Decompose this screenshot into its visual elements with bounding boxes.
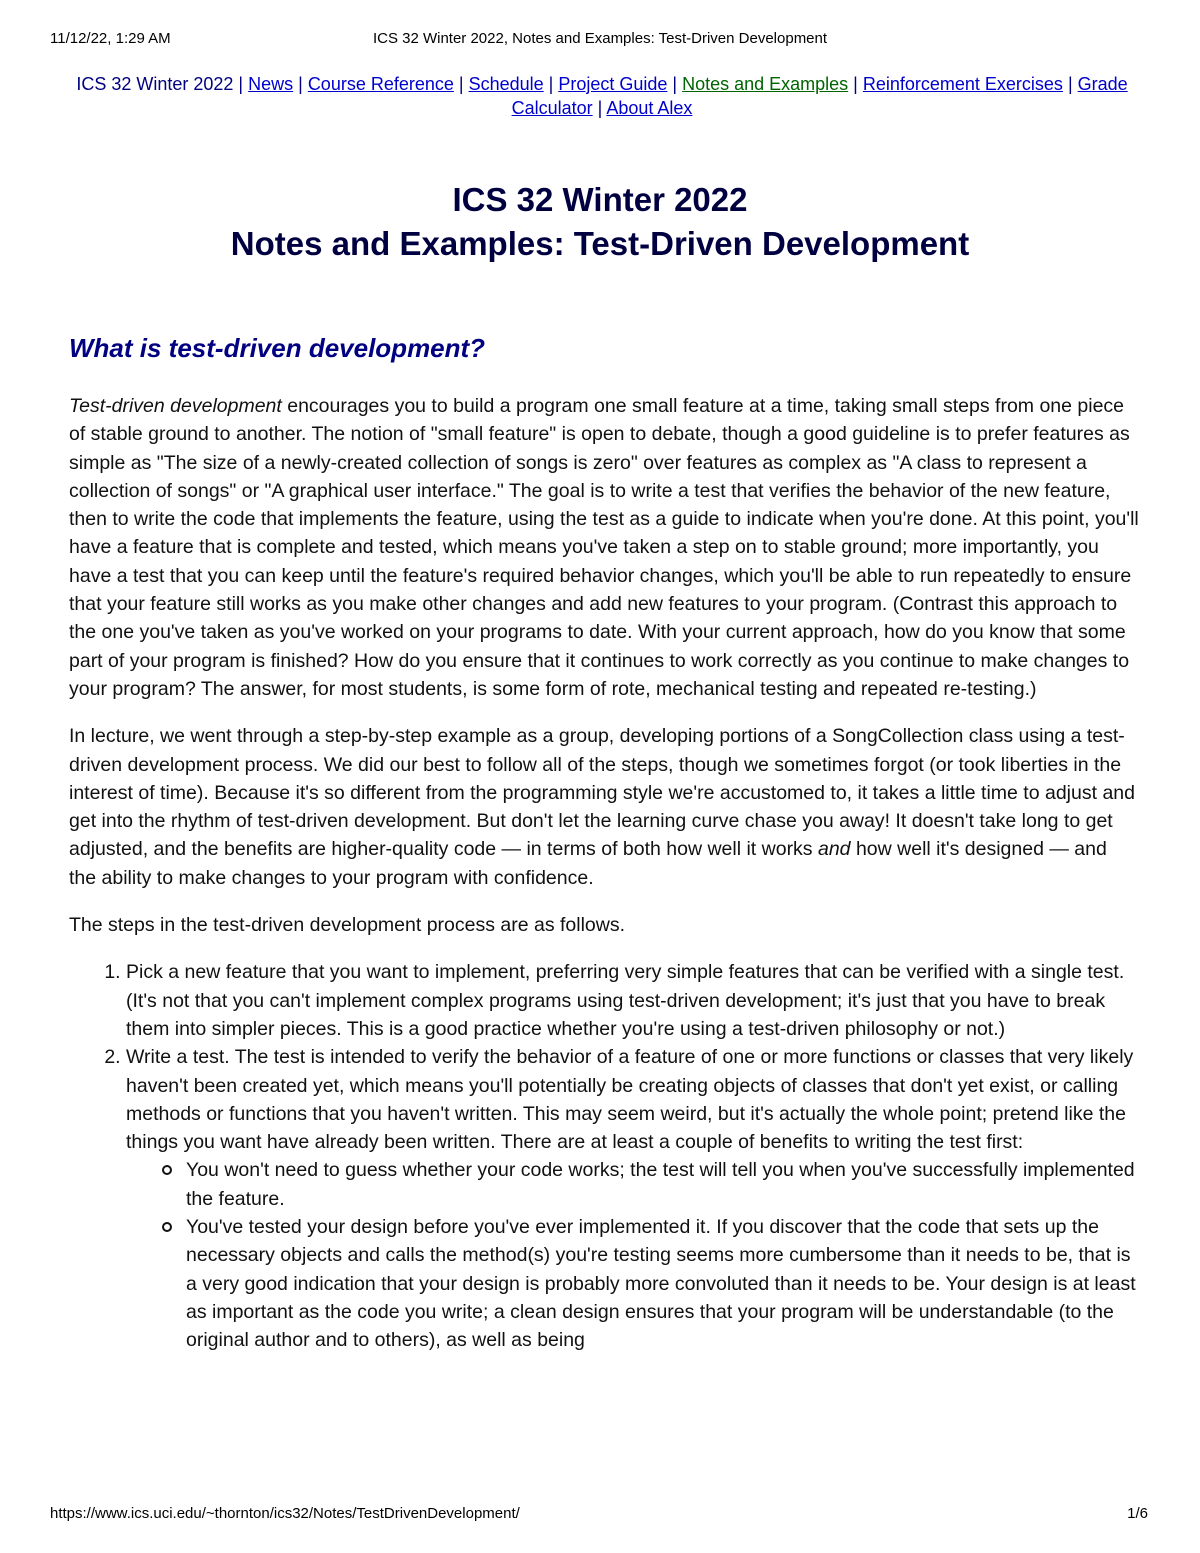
step-item-2 [126, 1043, 1139, 1354]
page-title-line-1: ICS 32 Winter 2022 [452, 181, 748, 218]
nav-separator: | [592, 98, 607, 118]
intro-text: encourages you to build a program one small feature at a time, taking small steps from one piece of stable ground to another. The notion of "small feature" is open to debate, though a good guideline is to prefer features as simple as "The size of a newly-created collection of songs is zero" over features as complex as "A class to represent a collection of songs" or "A graphical user interface." The goal is to write a test that verifies the behavior of the new feature, then to write the code that implements the feature, using the test as a guide to indicate when you're done. At this point, you'll have a feature that is complete and tested, which means you've taken a step on to stable ground; more importantly, you have a test that you can keep until the feature's required behavior changes, which you'll be able to run repeatedly to ensure that your feature still works as you make other changes and add new features to your program. (Contrast this approach to the one you've taken as you've worked on your programs to date. With your current approach, how do you know that some part of your program is finished? How do you ensure that it continues to work correctly as you continue to make changes to your program? The answer, for most students, is some form of rote, mechanical testing and repeated re-testing.) [69, 395, 1139, 700]
print-page-number: 1/6 [1127, 1505, 1148, 1522]
lecture-text-b: how well it's designed — and the ability to make changes to your program with confidence. [69, 838, 1107, 889]
lecture-paragraph [69, 722, 1139, 892]
print-datetime: 11/12/22, 1:29 AM [50, 30, 171, 47]
benefit-item-1 [186, 1156, 1139, 1213]
step-item-1 [126, 958, 1139, 1043]
main-content [69, 330, 1139, 1355]
step-text: Write a test. The test is intended to verify the behavior of a feature of one or more functions or classes that very likely haven't been created yet, which means you'll potentially be creating objects of classes that don't yet exist, or calling methods or functions that you haven't written. This may seem weird, but it's actually the whole point; pretend like the things you want have already been written. There are at least a couple of benefits to writing the test first: [126, 1046, 1134, 1154]
nav-link-notes-and-examples[interactable]: Notes and Examples [682, 74, 849, 94]
circle-bullet-icon [162, 1165, 172, 1175]
benefit-text: You won't need to guess whether your code works; the test will tell you when you've successfully implemented the feature. [186, 1159, 1135, 1210]
benefit-text: You've tested your design before you've ever implemented it. If you discover that the code that sets up the necessary objects and calls the method(s) you're testing seems more cumbersome than it needs to be, that is a very good indication that your design is probably more convoluted than it needs to be. Your design is at least as important as the code you write; a clean design ensures that your program will be understandable (to the original author and to others), as well as being [186, 1216, 1136, 1352]
lecture-text-a: In lecture, we went through a step-by-step example as a group, developing portions of a SongCollection class using a test-driven development process. We did our best to follow all of the steps, though we sometimes forgot (or took liberties in the interest of time). Because it's so different from the programming style we're accustomed to, it takes a little time to adjust and get into the rhythm of test-driven development. But don't let the learning curve chase you away! It doesn't take long to get adjusted, and the benefits are higher-quality code — in terms of both how well it works [69, 725, 1135, 861]
step-text: Pick a new feature that you want to implement, preferring very simple features that can be verified with a single test. (It's not that you can't implement complex programs using test-driven development; it's just that you have to break them into simpler pieces. This is a good practice whether you're using a test-driven philosophy or not.) [126, 961, 1125, 1040]
nav-link-course-reference[interactable]: Course Reference [307, 74, 454, 94]
top-navigation [70, 72, 1134, 120]
lecture-emphasis: and [817, 838, 851, 861]
nav-separator: | [667, 74, 683, 94]
nav-separator: | [543, 74, 559, 94]
nav-link-news[interactable]: News [248, 74, 294, 94]
nav-separator: | [848, 74, 863, 94]
steps-list [69, 958, 1139, 1354]
print-url: https://www.ics.uci.edu/~thornton/ics32/Notes/TestDrivenDevelopment/ [50, 1505, 520, 1522]
nav-link-schedule[interactable]: Schedule [468, 74, 544, 94]
nav-link-grade-calculator[interactable]: Grade Calculator [511, 74, 1128, 118]
nav-separator: | [233, 74, 249, 94]
page-title-line-2: Notes and Examples: Test-Driven Development [230, 225, 970, 262]
nav-separator: | [1062, 74, 1078, 94]
section-heading: What is test-driven development? [69, 333, 486, 363]
nav-link-about-alex[interactable]: About Alex [606, 98, 693, 118]
print-page-title: ICS 32 Winter 2022, Notes and Examples: Test-Driven Development [372, 30, 828, 47]
nav-separator: | [293, 74, 308, 94]
nav-link-reinforcement-exercises[interactable]: Reinforcement Exercises [862, 74, 1063, 94]
circle-bullet-icon [162, 1222, 172, 1232]
intro-paragraph [69, 392, 1139, 703]
nav-link-project-guide[interactable]: Project Guide [558, 74, 668, 94]
page-title [0, 178, 1200, 266]
benefit-item-2 [186, 1213, 1139, 1354]
nav-course-name: ICS 32 Winter 2022 [76, 74, 234, 94]
benefits-list [126, 1156, 1139, 1354]
nav-separator: | [453, 74, 469, 94]
intro-emphasis: Test-driven development [69, 395, 282, 417]
steps-intro: The steps in the test-driven development process are as follows. [69, 914, 626, 937]
